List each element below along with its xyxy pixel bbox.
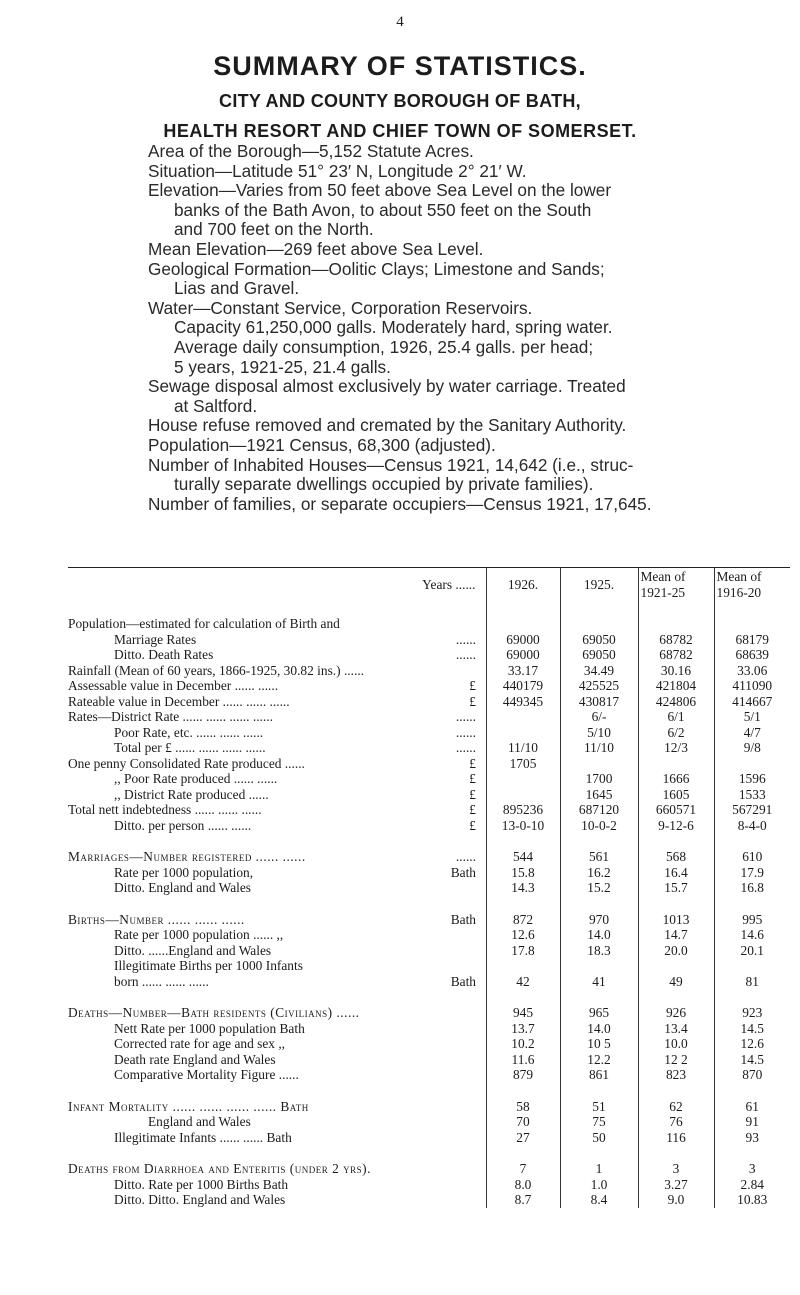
cell-m1620: 5/1 (714, 709, 790, 725)
cell-m2125: 660571 (638, 802, 714, 818)
cell-v1926: 11/10 (486, 740, 560, 756)
row-label-cell (68, 1005, 486, 1021)
cell-v1926: 945 (486, 1005, 560, 1021)
borough-info (148, 142, 788, 514)
cell-m2125: 30.16 (638, 663, 714, 679)
cell-m1620 (714, 958, 790, 974)
cell-v1925: 5/10 (560, 725, 638, 741)
cell-v1925: 11/10 (560, 740, 638, 756)
table-row (68, 1192, 790, 1208)
cell-m2125: 6/2 (638, 725, 714, 741)
row-label: Deaths—Number—Bath residents (Civilians) ...... (68, 1005, 360, 1020)
cell-m1620: 61 (714, 1099, 790, 1115)
table-row (68, 1099, 790, 1115)
cell-m2125: 12 2 (638, 1052, 714, 1068)
row-label-cell (68, 1161, 486, 1177)
row-label-cell (68, 725, 486, 741)
row-label-cell (68, 1099, 486, 1115)
table-row (68, 740, 790, 756)
cell-v1926: 15.8 (486, 865, 560, 881)
row-label: Ditto. Death Rates (114, 647, 214, 662)
table-row (68, 1130, 790, 1146)
spacer-row (68, 602, 790, 616)
table-row (68, 616, 790, 632)
cell-v1926: 58 (486, 1099, 560, 1115)
info-line: Water—Constant Service, Corporation Reservoirs. (148, 297, 533, 318)
cell-v1926: 14.3 (486, 880, 560, 896)
row-label: Population—estimated for calculation of Birth and (68, 616, 340, 631)
cell-m2125 (638, 756, 714, 772)
cell-m1620: 12.6 (714, 1036, 790, 1052)
cell-m2125 (638, 958, 714, 974)
cell-m2125: 1666 (638, 771, 714, 787)
row-label-cell (68, 1177, 486, 1193)
cell-m1620: 870 (714, 1067, 790, 1083)
row-label-cell (68, 927, 486, 943)
cell-m1620: 995 (714, 912, 790, 928)
cell-m1620: 9/8 (714, 740, 790, 756)
row-label: Total nett indebtedness ...... ...... ...... (68, 802, 262, 817)
cell-m2125: 926 (638, 1005, 714, 1021)
cell-m1620: 14.5 (714, 1052, 790, 1068)
cell-v1925: 16.2 (560, 865, 638, 881)
cell-v1926: 13.7 (486, 1021, 560, 1037)
table-row (68, 632, 790, 648)
row-label: Rateable value in December ...... ...... ...... (68, 693, 290, 709)
header-1926: 1926. (486, 568, 560, 603)
row-mark: £ (469, 786, 476, 802)
table-row (68, 880, 790, 896)
cell-m2125: 116 (638, 1130, 714, 1146)
cell-v1926: 872 (486, 912, 560, 928)
row-label-cell (68, 678, 486, 694)
info-line: Elevation—Varies from 50 feet above Sea Level on the lower (148, 180, 612, 201)
cell-m1620 (714, 616, 790, 632)
row-label-cell (68, 865, 486, 881)
cell-m1620: 17.9 (714, 865, 790, 881)
row-mark: ...... (455, 849, 476, 864)
row-label-cell (68, 880, 486, 896)
cell-m2125: 49 (638, 974, 714, 990)
cell-v1926: 42 (486, 974, 560, 990)
table-row (68, 958, 790, 974)
spacer-row (68, 896, 790, 912)
info-line: at Saltford. (174, 395, 258, 416)
row-label-cell (68, 958, 486, 974)
cell-v1925: 10 5 (560, 1036, 638, 1052)
table-row (68, 865, 790, 881)
cell-m2125: 6/1 (638, 709, 714, 725)
cell-m1620: 14.5 (714, 1021, 790, 1037)
cell-v1925 (560, 756, 638, 772)
cell-v1925: 430817 (560, 694, 638, 710)
cell-v1925: 861 (560, 1067, 638, 1083)
row-label-cell (68, 943, 486, 959)
cell-v1926: 33.17 (486, 663, 560, 679)
row-label-cell (68, 1192, 486, 1208)
cell-v1925: 561 (560, 849, 638, 865)
cell-m1620: 4/7 (714, 725, 790, 741)
row-label-cell (68, 912, 486, 928)
table-row (68, 802, 790, 818)
row-label-cell (68, 1067, 486, 1083)
table-row (68, 1114, 790, 1130)
row-label-cell (68, 1052, 486, 1068)
cell-m1620: 8-4-0 (714, 818, 790, 834)
cell-m2125: 20.0 (638, 943, 714, 959)
cell-m1620 (714, 756, 790, 772)
cell-m2125: 9.0 (638, 1192, 714, 1208)
table-row (68, 849, 790, 865)
table-row (68, 1161, 790, 1177)
row-label-cell (68, 787, 486, 803)
cell-v1925: 75 (560, 1114, 638, 1130)
info-line: Lias and Gravel. (174, 278, 300, 299)
row-label-cell (68, 632, 486, 648)
table-row (68, 647, 790, 663)
cell-m2125: 12/3 (638, 740, 714, 756)
row-mark: ...... (455, 740, 476, 755)
cell-v1925: 1.0 (560, 1177, 638, 1193)
row-label: Corrected rate for age and sex ,, (114, 1036, 286, 1051)
row-label: Ditto. Rate per 1000 Births Bath (114, 1176, 289, 1192)
spacer-row (68, 1145, 790, 1161)
cell-m1620: 2.84 (714, 1177, 790, 1193)
cell-v1925: 15.2 (560, 880, 638, 896)
table-row (68, 927, 790, 943)
table-row (68, 694, 790, 710)
cell-v1926: 879 (486, 1067, 560, 1083)
cell-m2125: 13.4 (638, 1021, 714, 1037)
cell-m1620: 610 (714, 849, 790, 865)
info-line: Situation—Latitude 51° 23′ N, Longitude 2° 21′ W. (148, 160, 527, 181)
row-mark: Bath (450, 864, 476, 880)
cell-m1620: 68179 (714, 632, 790, 648)
table-row (68, 818, 790, 834)
cell-m1620: 414667 (714, 694, 790, 710)
cell-v1926 (486, 709, 560, 725)
cell-v1925 (560, 616, 638, 632)
row-label-cell (68, 1036, 486, 1052)
row-label: Rainfall (Mean of 60 years, 1866-1925, 30.82 ins.) ...... (68, 662, 365, 678)
row-label: Ditto. ......England and Wales (114, 942, 272, 958)
row-mark: £ (469, 678, 476, 693)
row-mark: ...... (455, 631, 476, 647)
cell-m2125: 16.4 (638, 865, 714, 881)
row-label: Assessable value in December ...... ...... (68, 678, 279, 693)
row-label-cell (68, 1021, 486, 1037)
cell-v1925: 14.0 (560, 927, 638, 943)
row-label: ,, Poor Rate produced ...... ...... (114, 771, 278, 786)
table-row (68, 1052, 790, 1068)
cell-v1926: 69000 (486, 632, 560, 648)
cell-v1926 (486, 725, 560, 741)
table-row (68, 725, 790, 741)
header-mean-label: Mean of (716, 569, 762, 584)
cell-m1620: 10.83 (714, 1192, 790, 1208)
cell-m2125: 76 (638, 1114, 714, 1130)
cell-m1620: 567291 (714, 802, 790, 818)
cell-m2125: 424806 (638, 694, 714, 710)
row-label-cell (68, 771, 486, 787)
row-mark: ...... (455, 709, 476, 724)
cell-v1925: 50 (560, 1130, 638, 1146)
row-label-cell (68, 647, 486, 663)
table-row (68, 943, 790, 959)
cell-m1620: 1596 (714, 771, 790, 787)
row-label: ,, District Rate produced ...... (114, 786, 269, 802)
table-row (68, 974, 790, 990)
cell-m2125: 421804 (638, 678, 714, 694)
row-label: England and Wales (148, 1114, 251, 1129)
cell-v1925: 6/- (560, 709, 638, 725)
header-mean-years: 1921-25 (640, 585, 686, 600)
info-line: Capacity 61,250,000 galls. Moderately hard, spring water. (174, 317, 613, 338)
header-mean-label: Mean of (640, 569, 686, 584)
cell-m1620: 16.8 (714, 880, 790, 896)
cell-v1925: 34.49 (560, 663, 638, 679)
cell-v1925: 18.3 (560, 943, 638, 959)
table-row (68, 709, 790, 725)
header-1925: 1925. (560, 568, 638, 603)
cell-v1925: 970 (560, 912, 638, 928)
row-mark: £ (469, 817, 476, 833)
header-mean-1921-25 (638, 568, 714, 603)
cell-v1925: 12.2 (560, 1052, 638, 1068)
cell-v1926: 7 (486, 1161, 560, 1177)
header-mean-1916-20 (714, 568, 790, 603)
info-line: Number of families, or separate occupiers—Census 1921, 17,645. (148, 493, 652, 514)
cell-v1926: 11.6 (486, 1052, 560, 1068)
row-label: Poor Rate, etc. ...... ...... ...... (114, 724, 264, 740)
row-label: Comparative Mortality Figure ...... (114, 1067, 299, 1082)
cell-v1925: 69050 (560, 632, 638, 648)
cell-m1620: 68639 (714, 647, 790, 663)
row-label: Illegitimate Infants ...... ...... Bath (114, 1129, 292, 1145)
cell-v1926: 1705 (486, 756, 560, 772)
table-header-row (68, 568, 790, 603)
row-label: Infant Mortality ...... ...... ...... ...... Bath (68, 1098, 309, 1114)
row-label-cell (68, 616, 486, 632)
row-label: One penny Consolidated Rate produced ...... (68, 755, 305, 771)
table-row (68, 1005, 790, 1021)
cell-v1926 (486, 771, 560, 787)
row-label: Death rate England and Wales (114, 1051, 276, 1067)
cell-v1925: 687120 (560, 802, 638, 818)
cell-v1926: 17.8 (486, 943, 560, 959)
row-mark: £ (469, 802, 476, 817)
cell-v1925: 965 (560, 1005, 638, 1021)
row-label-cell (68, 756, 486, 772)
cell-v1925: 425525 (560, 678, 638, 694)
spacer-row (68, 1083, 790, 1099)
row-mark: £ (469, 755, 476, 771)
row-label: Nett Rate per 1000 population Bath (114, 1020, 305, 1036)
row-label: Marriages—Number registered ...... ...... (68, 849, 306, 864)
cell-m1620: 14.6 (714, 927, 790, 943)
cell-m1620: 411090 (714, 678, 790, 694)
row-mark: £ (469, 771, 476, 786)
cell-m2125: 68782 (638, 632, 714, 648)
cell-m2125: 1605 (638, 787, 714, 803)
title-block (0, 50, 800, 144)
cell-v1926: 895236 (486, 802, 560, 818)
info-line: 5 years, 1921-25, 21.4 galls. (174, 356, 391, 377)
row-mark: Bath (450, 911, 476, 927)
info-line: Area of the Borough—5,152 Statute Acres. (148, 141, 474, 161)
document-subtitle: CITY AND COUNTY BOROUGH OF BATH, (219, 91, 581, 111)
info-line: Population—1921 Census, 68,300 (adjusted). (148, 434, 496, 455)
table-row (68, 1021, 790, 1037)
row-label: Rate per 1000 population ...... ,, (114, 927, 284, 942)
row-label: Ditto. Ditto. England and Wales (114, 1192, 286, 1207)
table-row (68, 787, 790, 803)
row-mark: ...... (455, 724, 476, 740)
cell-m2125: 68782 (638, 647, 714, 663)
cell-m2125: 10.0 (638, 1036, 714, 1052)
row-label: Illegitimate Births per 1000 Infants (114, 958, 303, 973)
cell-v1925: 14.0 (560, 1021, 638, 1037)
cell-m2125: 1013 (638, 912, 714, 928)
info-line: Mean Elevation—269 feet above Sea Level. (148, 238, 484, 259)
cell-m1620: 33.06 (714, 663, 790, 679)
row-label: Rate per 1000 population, (114, 864, 254, 880)
row-label: born ...... ...... ...... (114, 973, 209, 989)
row-label-cell (68, 849, 486, 865)
cell-v1926: 10.2 (486, 1036, 560, 1052)
row-label: Ditto. England and Wales (114, 880, 252, 895)
spacer-row (68, 989, 790, 1005)
row-label: Total per £ ...... ...... ...... ...... (114, 740, 266, 755)
cell-v1925: 1700 (560, 771, 638, 787)
cell-m1620: 91 (714, 1114, 790, 1130)
row-label: Marriage Rates (114, 631, 197, 647)
header-mean-years: 1916-20 (716, 585, 762, 600)
document-title: SUMMARY OF STATISTICS. (213, 51, 587, 81)
table-row (68, 1067, 790, 1083)
info-line: House refuse removed and cremated by the Sanitary Authority. (148, 415, 627, 436)
cell-m1620: 93 (714, 1130, 790, 1146)
info-line: and 700 feet on the North. (174, 219, 374, 240)
table-row (68, 912, 790, 928)
info-line: Number of Inhabited Houses—Census 1921, 14,642 (i.e., struc- (148, 454, 634, 475)
info-line: banks of the Bath Avon, to about 550 feet on the South (174, 199, 592, 220)
cell-v1926: 8.0 (486, 1177, 560, 1193)
cell-v1926 (486, 958, 560, 974)
row-label-cell (68, 694, 486, 710)
cell-v1925: 10-0-2 (560, 818, 638, 834)
cell-v1926 (486, 616, 560, 632)
cell-v1925 (560, 958, 638, 974)
cell-v1925: 1 (560, 1161, 638, 1177)
cell-m2125: 823 (638, 1067, 714, 1083)
cell-v1926: 544 (486, 849, 560, 865)
cell-m1620: 923 (714, 1005, 790, 1021)
table-row (68, 678, 790, 694)
header-years: Years ...... (68, 568, 486, 603)
row-label-cell (68, 1130, 486, 1146)
cell-m2125: 9-12-6 (638, 818, 714, 834)
table-row (68, 771, 790, 787)
cell-v1926: 70 (486, 1114, 560, 1130)
row-label: Deaths from Diarrhoea and Enteritis (under 2 yrs). (68, 1161, 371, 1176)
cell-m2125: 14.7 (638, 927, 714, 943)
spacer-row (68, 833, 790, 849)
row-label-cell (68, 974, 486, 990)
cell-v1925: 51 (560, 1099, 638, 1115)
table-row (68, 1177, 790, 1193)
row-label: Rates—District Rate ...... ...... ...... ...... (68, 709, 273, 724)
cell-m1620: 3 (714, 1161, 790, 1177)
row-label-cell (68, 663, 486, 679)
row-mark: Bath (450, 973, 476, 989)
page-number: 4 (396, 14, 404, 30)
cell-v1926: 449345 (486, 694, 560, 710)
cell-v1926: 13-0-10 (486, 818, 560, 834)
row-label-cell (68, 709, 486, 725)
cell-v1926 (486, 787, 560, 803)
row-label: Births—Number ...... ...... ...... (68, 911, 245, 927)
info-line: Average daily consumption, 1926, 25.4 galls. per head; (174, 336, 594, 357)
cell-v1926: 440179 (486, 678, 560, 694)
row-label-cell (68, 818, 486, 834)
cell-v1926: 27 (486, 1130, 560, 1146)
info-line: turally separate dwellings occupied by private families). (174, 474, 594, 495)
table-row (68, 663, 790, 679)
cell-m2125: 62 (638, 1099, 714, 1115)
cell-v1926: 8.7 (486, 1192, 560, 1208)
cell-v1925: 1645 (560, 787, 638, 803)
cell-m1620: 81 (714, 974, 790, 990)
cell-m2125 (638, 616, 714, 632)
row-mark: £ (469, 693, 476, 709)
cell-m1620: 1533 (714, 787, 790, 803)
document-subtitle-2: HEALTH RESORT AND CHIEF TOWN OF SOMERSET. (163, 121, 637, 141)
cell-m2125: 3 (638, 1161, 714, 1177)
info-line: Geological Formation—Oolitic Clays; Limestone and Sands; (148, 258, 605, 279)
cell-v1925: 8.4 (560, 1192, 638, 1208)
cell-v1926: 12.6 (486, 927, 560, 943)
table-row (68, 756, 790, 772)
row-label-cell (68, 740, 486, 756)
row-label-cell (68, 1114, 486, 1130)
cell-m2125: 568 (638, 849, 714, 865)
cell-m2125: 15.7 (638, 880, 714, 896)
cell-v1925: 41 (560, 974, 638, 990)
table-body (68, 602, 790, 1208)
cell-v1926: 69000 (486, 647, 560, 663)
row-label: Ditto. per person ...... ...... (114, 817, 252, 833)
row-mark: ...... (455, 647, 476, 662)
cell-m1620: 20.1 (714, 943, 790, 959)
cell-m2125: 3.27 (638, 1177, 714, 1193)
info-line: Sewage disposal almost exclusively by water carriage. Treated (148, 376, 626, 397)
row-label-cell (68, 802, 486, 818)
statistics-table (68, 567, 790, 1208)
cell-v1925: 69050 (560, 647, 638, 663)
table-row (68, 1036, 790, 1052)
